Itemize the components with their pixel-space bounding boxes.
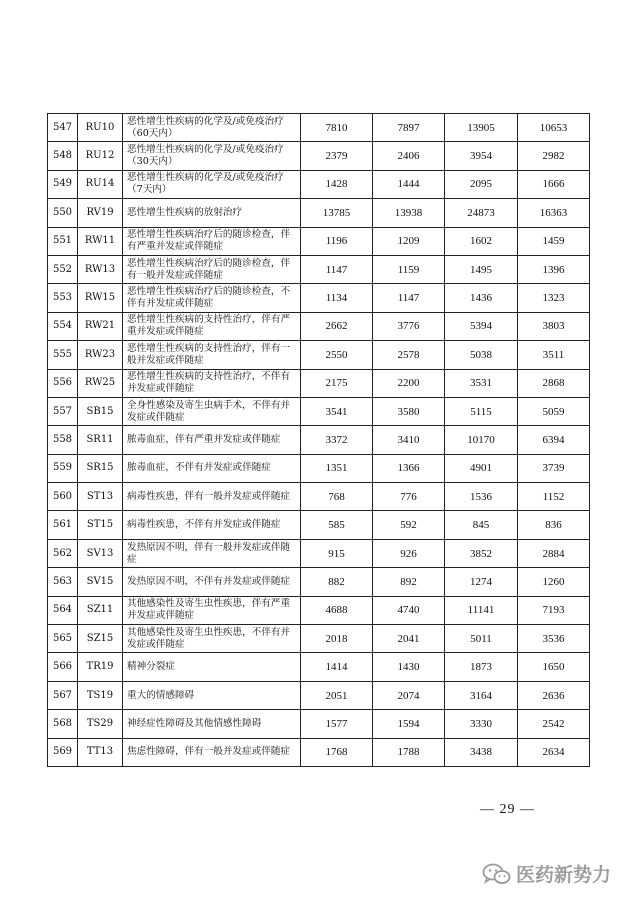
fee-value-4: 2982 (518, 142, 590, 170)
fee-value-4: 3536 (518, 625, 590, 653)
fee-value-3: 3330 (445, 710, 518, 738)
fee-value-3: 1536 (445, 483, 518, 511)
row-number: 559 (48, 454, 78, 482)
table-row (48, 710, 590, 738)
table-row (48, 312, 590, 340)
table-row (48, 454, 590, 482)
drg-code: RW11 (78, 227, 123, 255)
table-row (48, 426, 590, 454)
table-body (48, 114, 590, 767)
disease-group-name: 其他感染性及寄生虫性疾患，不伴有并发症或伴随症 (123, 625, 301, 653)
row-number: 554 (48, 312, 78, 340)
fee-value-2: 1444 (373, 170, 445, 198)
drg-code: RW15 (78, 284, 123, 312)
drg-code: RU14 (78, 170, 123, 198)
table-row (48, 227, 590, 255)
row-number: 562 (48, 539, 78, 567)
drg-code: SZ15 (78, 625, 123, 653)
fee-value-4: 2636 (518, 681, 590, 709)
drg-code: SV15 (78, 568, 123, 596)
fee-value-4: 836 (518, 511, 590, 539)
table-row (48, 483, 590, 511)
row-number: 549 (48, 170, 78, 198)
fee-value-3: 1436 (445, 284, 518, 312)
fee-value-1: 2018 (301, 625, 373, 653)
fee-value-2: 1147 (373, 284, 445, 312)
disease-group-name: 病毒性疾患，伴有一般并发症或伴随症 (123, 483, 301, 511)
fee-value-1: 1134 (301, 284, 373, 312)
fee-value-3: 3164 (445, 681, 518, 709)
fee-value-1: 1147 (301, 255, 373, 283)
fee-value-1: 1577 (301, 710, 373, 738)
page-number: — 29 — (480, 802, 535, 817)
row-number: 553 (48, 284, 78, 312)
table-row (48, 341, 590, 369)
fee-value-4: 2868 (518, 369, 590, 397)
table-row (48, 114, 590, 142)
disease-group-name: 神经症性障碍及其他情感性障碍 (123, 710, 301, 738)
fee-value-4: 1396 (518, 255, 590, 283)
fee-value-2: 2041 (373, 625, 445, 653)
fee-value-2: 2406 (373, 142, 445, 170)
fee-value-1: 4688 (301, 596, 373, 624)
fee-value-2: 776 (373, 483, 445, 511)
fee-value-2: 1159 (373, 255, 445, 283)
fee-value-4: 6394 (518, 426, 590, 454)
row-number: 558 (48, 426, 78, 454)
fee-value-2: 892 (373, 568, 445, 596)
fee-value-3: 1873 (445, 653, 518, 681)
fee-value-1: 585 (301, 511, 373, 539)
fee-value-3: 24873 (445, 199, 518, 227)
fee-value-3: 10170 (445, 426, 518, 454)
disease-group-name: 精神分裂症 (123, 653, 301, 681)
fee-value-4: 16363 (518, 199, 590, 227)
drg-code: ST13 (78, 483, 123, 511)
fee-value-2: 13938 (373, 199, 445, 227)
fee-value-4: 7193 (518, 596, 590, 624)
fee-value-1: 768 (301, 483, 373, 511)
fee-value-4: 1152 (518, 483, 590, 511)
fee-value-4: 5059 (518, 397, 590, 425)
fee-value-4: 1260 (518, 568, 590, 596)
fee-value-4: 1323 (518, 284, 590, 312)
fee-value-2: 2578 (373, 341, 445, 369)
fee-value-3: 1274 (445, 568, 518, 596)
table-row (48, 284, 590, 312)
drg-code: RV19 (78, 199, 123, 227)
table-row (48, 653, 590, 681)
row-number: 555 (48, 341, 78, 369)
disease-group-name: 恶性增生性疾病的支持性治疗，伴有严重并发症或伴随症 (123, 312, 301, 340)
disease-group-name: 恶性增生性疾病的化学及/或免疫治疗（60天内） (123, 114, 301, 142)
fee-value-4: 3739 (518, 454, 590, 482)
watermark-text: 医药新势力 (516, 864, 612, 886)
drg-code: RW25 (78, 369, 123, 397)
table-row (48, 681, 590, 709)
table-row (48, 369, 590, 397)
disease-group-name: 恶性增生性疾病的放射治疗 (123, 199, 301, 227)
drg-code: TT13 (78, 738, 123, 766)
fee-value-1: 1414 (301, 653, 373, 681)
fee-value-2: 926 (373, 539, 445, 567)
disease-group-name: 病毒性疾患，不伴有并发症或伴随症 (123, 511, 301, 539)
table-row (48, 511, 590, 539)
drg-code: TS29 (78, 710, 123, 738)
row-number: 557 (48, 397, 78, 425)
row-number: 561 (48, 511, 78, 539)
drg-code: SR15 (78, 454, 123, 482)
fee-value-1: 1351 (301, 454, 373, 482)
fee-value-2: 7897 (373, 114, 445, 142)
fee-value-3: 2095 (445, 170, 518, 198)
row-number: 551 (48, 227, 78, 255)
fee-value-1: 3541 (301, 397, 373, 425)
fee-value-3: 3954 (445, 142, 518, 170)
fee-value-2: 592 (373, 511, 445, 539)
row-number: 552 (48, 255, 78, 283)
row-number: 550 (48, 199, 78, 227)
fee-value-4: 2634 (518, 738, 590, 766)
drg-code: RW13 (78, 255, 123, 283)
table-row (48, 539, 590, 567)
fee-value-3: 1602 (445, 227, 518, 255)
fee-value-3: 1495 (445, 255, 518, 283)
table-row (48, 170, 590, 198)
row-number: 568 (48, 710, 78, 738)
fee-value-3: 3438 (445, 738, 518, 766)
drg-code: SB15 (78, 397, 123, 425)
row-number: 556 (48, 369, 78, 397)
fee-value-3: 5011 (445, 625, 518, 653)
fee-value-4: 1666 (518, 170, 590, 198)
disease-group-name: 恶性增生性疾病的化学及/或免疫治疗（7天内） (123, 170, 301, 198)
disease-group-name: 重大的情感障碍 (123, 681, 301, 709)
wechat-icon (482, 862, 512, 886)
drg-code: SV13 (78, 539, 123, 567)
watermark (482, 860, 611, 887)
table-row (48, 397, 590, 425)
fee-value-4: 3511 (518, 341, 590, 369)
disease-group-name: 脓毒血症，伴有严重并发症或伴随症 (123, 426, 301, 454)
disease-group-name: 恶性增生性疾病的支持性治疗，伴有一般并发症或伴随症 (123, 341, 301, 369)
disease-group-name: 其他感染性及寄生虫性疾患，伴有严重并发症或伴随症 (123, 596, 301, 624)
row-number: 548 (48, 142, 78, 170)
fee-value-4: 3803 (518, 312, 590, 340)
table-row (48, 625, 590, 653)
fee-value-1: 1196 (301, 227, 373, 255)
fee-value-3: 845 (445, 511, 518, 539)
disease-group-name: 脓毒血症，不伴有并发症或伴随症 (123, 454, 301, 482)
row-number: 560 (48, 483, 78, 511)
row-number: 547 (48, 114, 78, 142)
fee-value-2: 1366 (373, 454, 445, 482)
fee-value-1: 2379 (301, 142, 373, 170)
row-number: 569 (48, 738, 78, 766)
fee-value-3: 13905 (445, 114, 518, 142)
fee-value-4: 1650 (518, 653, 590, 681)
fee-value-1: 915 (301, 539, 373, 567)
fee-value-3: 3531 (445, 369, 518, 397)
fee-value-2: 4740 (373, 596, 445, 624)
drg-code: RW23 (78, 341, 123, 369)
row-number: 565 (48, 625, 78, 653)
fee-value-2: 2074 (373, 681, 445, 709)
fee-value-1: 2175 (301, 369, 373, 397)
fee-value-4: 1459 (518, 227, 590, 255)
fee-value-1: 2662 (301, 312, 373, 340)
disease-group-name: 恶性增生性疾病的化学及/或免疫治疗（30天内） (123, 142, 301, 170)
drg-code: RW21 (78, 312, 123, 340)
table-row (48, 142, 590, 170)
fee-value-3: 5394 (445, 312, 518, 340)
table-row (48, 255, 590, 283)
fee-value-2: 3580 (373, 397, 445, 425)
drg-fee-table (47, 113, 590, 767)
table-row (48, 199, 590, 227)
table-row (48, 596, 590, 624)
fee-value-1: 2550 (301, 341, 373, 369)
fee-value-2: 2200 (373, 369, 445, 397)
drg-code: ST15 (78, 511, 123, 539)
row-number: 566 (48, 653, 78, 681)
fee-value-1: 2051 (301, 681, 373, 709)
fee-value-4: 10653 (518, 114, 590, 142)
disease-group-name: 焦虑性障碍，伴有一般并发症或伴随症 (123, 738, 301, 766)
fee-value-1: 1428 (301, 170, 373, 198)
fee-value-2: 3776 (373, 312, 445, 340)
disease-group-name: 恶性增生性疾病的支持性治疗，不伴有并发症或伴随症 (123, 369, 301, 397)
drg-code: RU12 (78, 142, 123, 170)
disease-group-name: 发热原因不明，不伴有并发症或伴随症 (123, 568, 301, 596)
row-number: 564 (48, 596, 78, 624)
table-row (48, 738, 590, 766)
drg-code: RU10 (78, 114, 123, 142)
fee-value-1: 1768 (301, 738, 373, 766)
fee-value-2: 1594 (373, 710, 445, 738)
fee-value-1: 7810 (301, 114, 373, 142)
fee-value-3: 4901 (445, 454, 518, 482)
fee-value-2: 1788 (373, 738, 445, 766)
disease-group-name: 恶性增生性疾病治疗后的随诊检查，伴有严重并发症或伴随症 (123, 227, 301, 255)
fee-value-2: 1209 (373, 227, 445, 255)
fee-value-1: 3372 (301, 426, 373, 454)
fee-value-4: 2884 (518, 539, 590, 567)
row-number: 567 (48, 681, 78, 709)
table-row (48, 568, 590, 596)
drg-code: SZ11 (78, 596, 123, 624)
row-number: 563 (48, 568, 78, 596)
fee-value-3: 3852 (445, 539, 518, 567)
fee-value-1: 13785 (301, 199, 373, 227)
fee-value-1: 882 (301, 568, 373, 596)
drg-code: SR11 (78, 426, 123, 454)
fee-value-3: 5115 (445, 397, 518, 425)
fee-value-4: 2542 (518, 710, 590, 738)
disease-group-name: 全身性感染及寄生虫病手术，不伴有并发症或伴随症 (123, 397, 301, 425)
drg-code: TR19 (78, 653, 123, 681)
fee-value-2: 1430 (373, 653, 445, 681)
disease-group-name: 发热原因不明，伴有一般并发症或伴随症 (123, 539, 301, 567)
fee-value-2: 3410 (373, 426, 445, 454)
fee-value-3: 11141 (445, 596, 518, 624)
disease-group-name: 恶性增生性疾病治疗后的随诊检查，伴有一般并发症或伴随症 (123, 255, 301, 283)
fee-value-3: 5038 (445, 341, 518, 369)
disease-group-name: 恶性增生性疾病治疗后的随诊检查，不伴有并发症或伴随症 (123, 284, 301, 312)
drg-code: TS19 (78, 681, 123, 709)
